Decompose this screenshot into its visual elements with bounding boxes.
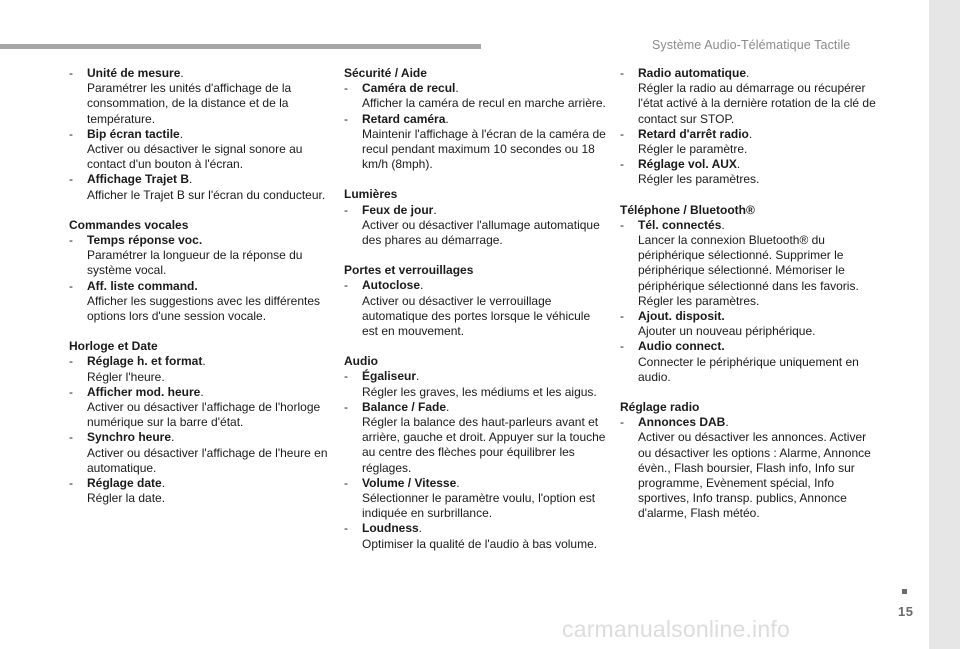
setting-description: Activer ou désactiver l'affichage de l'heure en automatique. (87, 445, 328, 475)
setting-description: Régler les paramètres. (638, 172, 760, 187)
setting-name: Synchro heure (87, 430, 172, 445)
column-2 (344, 66, 606, 567)
setting-item (69, 476, 331, 506)
setting-description: Paramétrer la longueur de la réponse du système vocal. (87, 248, 303, 278)
setting-item (344, 476, 606, 522)
setting-name: Tél. connectés (638, 217, 722, 232)
setting-description: Afficher la caméra de recul en marche arrière. (362, 96, 606, 111)
setting-name-suffix: . (445, 111, 449, 126)
setting-item (620, 339, 882, 385)
bullet-dash: - (344, 81, 348, 96)
bullet-dash: - (344, 521, 348, 536)
setting-name: Aff. liste command. (87, 278, 198, 293)
section-title: Horloge et Date (69, 339, 158, 354)
setting-name: Réglage date (87, 476, 162, 491)
setting-item (344, 81, 606, 111)
side-band (929, 0, 960, 649)
settings-section (620, 400, 882, 522)
watermark-text: carmanualsonline.info (562, 616, 790, 642)
bullet-dash: - (620, 157, 624, 172)
section-title: Lumières (344, 187, 398, 202)
setting-item (620, 218, 882, 309)
setting-item (344, 278, 606, 339)
setting-description: Sélectionner le paramètre voulu, l'option est indiquée en surbrillance. (362, 491, 596, 521)
setting-name-suffix: . (179, 126, 184, 141)
setting-description: Connecter le périphérique uniquement en audio. (638, 354, 859, 384)
setting-name-suffix: . (420, 278, 424, 293)
setting-item (344, 521, 606, 551)
setting-description: Activer ou désactiver l'allumage automatique des phares au démarrage. (362, 217, 600, 248)
setting-name-suffix: . (748, 126, 753, 141)
setting-description: Lancer la connexion Bluetooth® du périphérique sélectionné. Supprimer le périphérique sélectionné. Mémoriser le périphérique sélectionné dans les favoris. Régler les paramètres. (638, 233, 859, 308)
setting-name-suffix: . (200, 384, 204, 399)
setting-description: Activer ou désactiver le verrouillage automatique des portes lorsque le véhicule est en mouvement. (362, 293, 591, 339)
setting-name: Affichage Trajet B (87, 172, 190, 187)
setting-description: Ajouter un nouveau périphérique. (638, 324, 816, 339)
settings-section (69, 66, 331, 203)
setting-name: Caméra de recul (362, 81, 456, 96)
setting-item (69, 233, 331, 279)
setting-item (69, 66, 331, 127)
setting-description: Activer ou désactiver les annonces. Activer ou désactiver les options : Alarme, Annonce évèn., Flash boursier, Flash info, Info sur programme, Evènement spécial, Info sportives, Info transp. publics, Annonce d'alarme, Flash météo. (638, 430, 871, 521)
setting-name-suffix: . (456, 475, 460, 490)
bullet-dash: - (344, 475, 348, 490)
setting-name: Égaliseur (362, 369, 417, 384)
header-rule (0, 44, 481, 49)
setting-description: Régler la radio au démarrage ou récupérer l'état activé à la dernière rotation de la clé de contact sur STOP. (638, 81, 876, 126)
setting-name: Unité de mesure (87, 66, 181, 80)
setting-name-suffix: . (455, 81, 459, 96)
setting-name: Loudness (362, 521, 419, 536)
setting-name-suffix: . (433, 202, 437, 217)
setting-description: Régler la date. (87, 491, 166, 506)
setting-name: Bip écran tactile (87, 126, 180, 141)
bullet-dash: - (344, 399, 348, 414)
bullet-dash: - (69, 172, 73, 187)
setting-description: Régler les graves, les médiums et les aigus. (362, 384, 597, 399)
column-3 (620, 66, 882, 537)
setting-name-suffix: . (418, 521, 423, 536)
section-title: Téléphone / Bluetooth® (620, 202, 755, 217)
setting-name: Autoclose (362, 278, 421, 293)
bullet-dash: - (344, 111, 348, 126)
page-number: 15 (898, 604, 914, 619)
setting-name: Réglage h. et format (87, 354, 203, 369)
setting-description: Régler le paramètre. (638, 142, 748, 157)
bullet-dash: - (620, 66, 624, 80)
bullet-dash: - (69, 354, 73, 369)
bullet-dash: - (620, 217, 624, 232)
settings-section (344, 66, 606, 172)
setting-description: Optimiser la qualité de l'audio à bas volume. (362, 536, 598, 551)
setting-item (344, 400, 606, 476)
footer-marker (902, 589, 907, 594)
section-title: Commandes vocales (69, 217, 189, 232)
setting-name-suffix: . (721, 217, 725, 232)
setting-name-suffix: . (171, 430, 175, 445)
section-title: Sécurité / Aide (344, 66, 427, 80)
setting-name-suffix: . (202, 354, 206, 369)
section-title: Portes et verrouillages (344, 263, 474, 278)
settings-section (620, 66, 882, 188)
settings-section (344, 354, 606, 552)
setting-name-suffix: . (180, 66, 184, 80)
setting-name: Annonces DAB (638, 415, 726, 430)
setting-name-suffix: . (725, 415, 729, 430)
setting-name-suffix: . (189, 172, 193, 187)
settings-section (344, 187, 606, 248)
setting-item (69, 385, 331, 431)
settings-section (69, 339, 331, 506)
setting-item (620, 66, 882, 127)
bullet-dash: - (69, 126, 73, 141)
setting-name: Retard d'arrêt radio (638, 126, 749, 141)
setting-name: Audio connect. (638, 339, 725, 354)
bullet-dash: - (620, 415, 624, 430)
setting-name-suffix: . (736, 157, 741, 172)
setting-name-suffix: . (161, 476, 166, 491)
setting-description: Paramétrer les unités d'affichage de la consommation, de la distance et de la température. (87, 81, 292, 126)
setting-item (344, 369, 606, 399)
setting-description: Afficher les suggestions avec les différentes options lors d'une session vocale. (87, 293, 321, 324)
setting-name: Retard caméra (362, 111, 446, 126)
setting-item (69, 430, 331, 476)
setting-name: Feux de jour (362, 202, 434, 217)
setting-name: Temps réponse voc. (87, 233, 203, 248)
bullet-dash: - (69, 430, 73, 445)
setting-name-suffix: . (446, 399, 450, 414)
setting-name: Radio automatique (638, 66, 747, 80)
setting-description: Maintenir l'affichage à l'écran de la caméra de recul pendant maximum 10 secondes ou 18 km/h (8mph). (362, 126, 606, 172)
setting-description: Régler l'heure. (87, 369, 165, 384)
setting-item (69, 127, 331, 173)
settings-section (344, 263, 606, 339)
setting-item (620, 415, 882, 521)
setting-name: Ajout. disposit. (638, 309, 725, 324)
column-1 (69, 66, 331, 521)
bullet-dash: - (69, 66, 73, 80)
bullet-dash: - (620, 339, 624, 354)
setting-item (344, 112, 606, 173)
setting-item (620, 157, 882, 187)
setting-item (69, 172, 331, 202)
page-header-title: Système Audio-Télématique Tactile (652, 38, 851, 52)
setting-item (69, 279, 331, 325)
bullet-dash: - (344, 369, 348, 384)
setting-item (620, 309, 882, 339)
section-title: Audio (344, 354, 378, 369)
setting-name-suffix: . (746, 66, 750, 80)
settings-section (620, 203, 882, 385)
setting-description: Afficher le Trajet B sur l'écran du conducteur. (87, 187, 326, 202)
bullet-dash: - (69, 476, 73, 491)
setting-name: Volume / Vitesse (362, 475, 457, 490)
setting-item (69, 354, 331, 384)
setting-name: Réglage vol. AUX (638, 157, 737, 172)
setting-item (344, 203, 606, 249)
bullet-dash: - (344, 202, 348, 217)
setting-name: Afficher mod. heure (87, 384, 201, 399)
setting-item (620, 127, 882, 157)
bullet-dash: - (344, 278, 348, 293)
setting-description: Régler la balance des haut-parleurs avant et arrière, gauche et droit. Appuyer sur la touche au centre des flèches pour équilibrer les réglages. (362, 415, 606, 475)
setting-name: Balance / Fade (362, 399, 447, 414)
bullet-dash: - (69, 278, 73, 293)
bullet-dash: - (620, 309, 624, 324)
bullet-dash: - (69, 233, 73, 248)
bullet-dash: - (620, 126, 624, 141)
settings-section (69, 218, 331, 324)
setting-description: Activer ou désactiver le signal sonore au contact d'un bouton à l'écran. (87, 142, 303, 172)
setting-name-suffix: . (416, 369, 420, 384)
setting-description: Activer ou désactiver l'affichage de l'horloge numérique sur la barre d'état. (87, 400, 321, 430)
bullet-dash: - (69, 384, 73, 399)
section-title: Réglage radio (620, 400, 700, 415)
